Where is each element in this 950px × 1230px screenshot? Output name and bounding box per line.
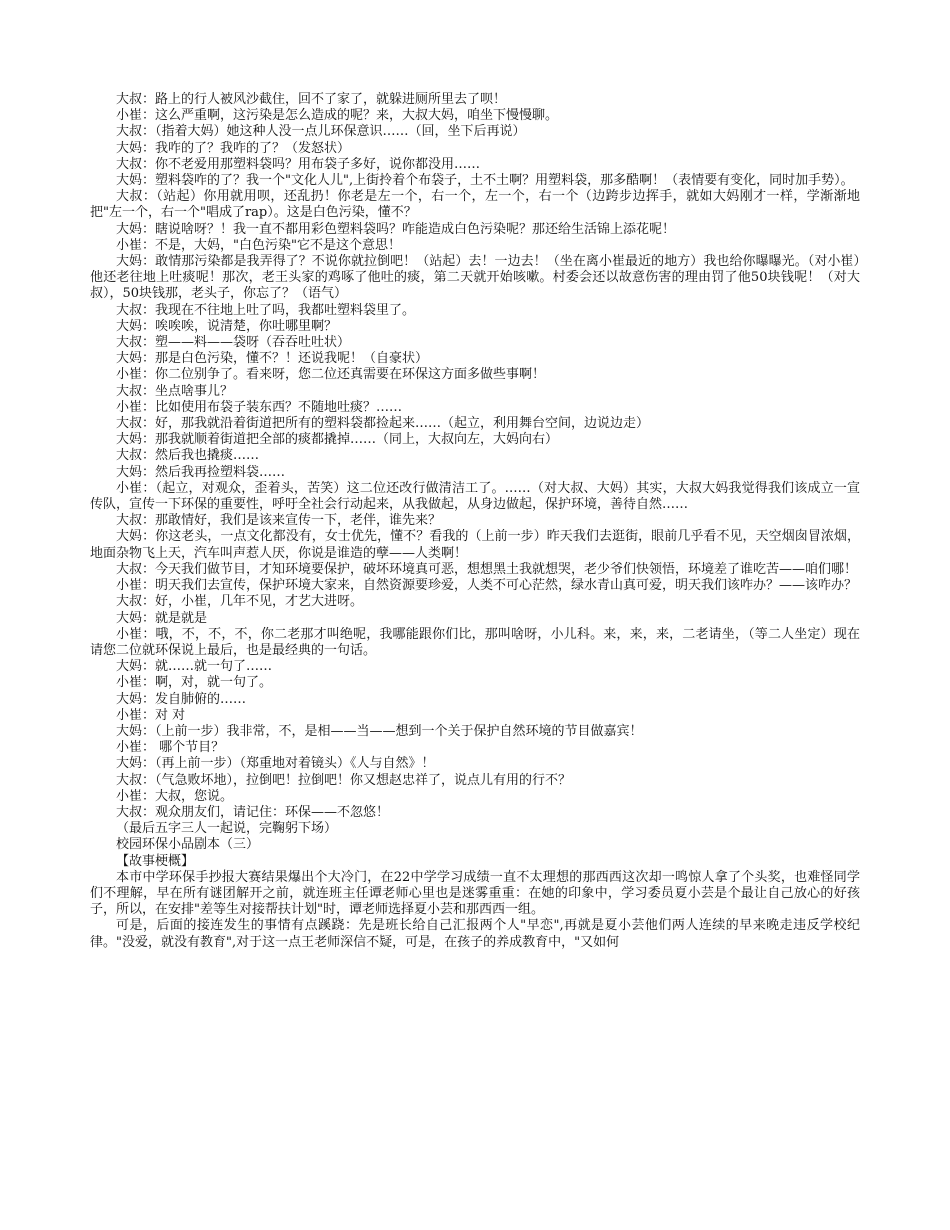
paragraph: 大妈：就是就是 (116, 610, 208, 626)
paragraph: 大妈：然后我再捡塑料袋…… (116, 464, 286, 480)
paragraph: 大叔：好，那我就沿着街道把所有的塑料袋都捡起来……（起立，利用舞台空间，边说边走） (116, 416, 650, 432)
paragraph: 小崔：大叔，您说。 (116, 788, 234, 804)
paragraph: 大叔：坐点啥事儿？ (116, 383, 234, 399)
paragraph: 大妈：你这老头，一点文化都没有，女士优先，懂不？看我的（上前一步）昨天我们去逛街，眼前几乎看不见，天空烟囱冒浓烟，地面杂物飞上天，汽车叫声惹人厌，你说是谁造的孽——人类啊！ (90, 529, 860, 561)
paragraph: 大叔：那敢情好，我们是该来宣传一下，老伴，谁先来？ (116, 513, 442, 529)
paragraph: 小崔：（起立，对观众，歪着头，苦笑）这二位还改行做清洁工了。……（对大叔、大妈）其实，大叔大妈我觉得我们该成立一宣传队，宣传一下环保的重要性，呼吁全社会行动起来，从我做起，从身边做起，保护环境，善待自然…… (90, 480, 860, 513)
paragraph: 小崔：明天我们去宣传，保护环境大家来，自然资源要珍爱，人类不可心茫然，绿水青山真可爱，明天我们该咋办？——该咋办？ (116, 578, 858, 594)
paragraph: 大叔：塑——料——袋呀（吞吞吐吐状） (116, 335, 351, 351)
paragraph: 大叔：今天我们做节目，才知环境要保护，破坏环境真可恶，想想黑土我就想哭，老少爷们快领悟，环境差了谁吃苦——咱们哪！ (116, 561, 858, 577)
paragraph: 大妈：就……就一句了…… (116, 659, 273, 675)
paragraph: 大妈：敢情那污染都是我弄得了？不说你就拉倒吧！（站起）去！一边去！（坐在离小崔最近的地方）我也给你曝曝光。（对小崔）他还老往地上吐痰呢！那次，老王头家的鸡啄了他吐的痰，第二天就开始咳嗽。村委会还以故意伤害的理由罚了他50块钱呢！（对大叔），50块钱那，老头子，你忘了？（语气） (90, 254, 860, 302)
paragraph: 大妈：我咋的了？我咋的了？（发怒状） (116, 140, 351, 156)
paragraph: 小崔：这么严重啊，这污染是怎么造成的呢？来，大叔大妈，咱坐下慢慢聊。 (116, 108, 559, 124)
document-page (90, 92, 860, 951)
paragraph: 大妈：（再上前一步）（郑重地对着镜头）《人与自然》！ (116, 756, 435, 772)
paragraph: 本市中学环保手抄报大赛结果爆出个大冷门，在22中学学习成绩一直不太理想的那西西这次却一鸣惊人拿了个头奖，也难怪同学们不理解，早在所有谜团解开之前，就连班主任谭老师心里也是迷雾重重：在她的印象中，学习委员夏小芸是个最让自己放心的好孩子，所以，在安排"差等生对接帮扶计划"时，谭老师选择夏小芸和那西西一组。 (90, 869, 860, 918)
paragraph: 大叔：我现在不往地上吐了吗，我都吐塑料袋里了。 (116, 302, 416, 318)
paragraph: 校园环保小品剧本（三） (116, 837, 260, 853)
paragraph: 小崔：啊，对，就一句了。 (116, 675, 273, 691)
paragraph: 大叔：（站起）你用就用呗，还乱扔！你老是左一个，右一个，左一个，右一个（边跨步边挥手，就如大妈刚才一样，学渐渐地把"左一个，右一个"唱成了rap）。这是白色污染，懂不？ (90, 189, 860, 221)
paragraph: 大叔：（气急败坏地），拉倒吧！拉倒吧！你又想赵忠祥了，说点儿有用的行不？ (116, 772, 572, 788)
paragraph: 大妈：那我就顺着街道把全部的痰都撬掉……（同上，大叔向左，大妈向右） (116, 432, 559, 448)
paragraph: 大妈：发自肺俯的…… (116, 691, 247, 707)
paragraph: 小崔：比如使用布袋子装东西？不随地吐痰？…… (116, 399, 403, 415)
paragraph: 大妈：那是白色污染，懂不？！还说我呢！（自豪状） (116, 351, 429, 367)
paragraph: 可是，后面的接连发生的事情有点蹊跷：先是班长给自己汇报两个人"早恋",再就是夏小芸他们两人连续的早来晚走违反学校纪律。"没爱，就没有教育",对于这一点王老师深信不疑，可是，在孩子的养成教育中，"又如何 (90, 918, 860, 950)
paragraph: 大叔：你不老爱用那塑料袋吗？用布袋子多好，说你都没用…… (116, 156, 481, 172)
paragraph: 大叔：观众朋友们，请记住：环保——不忽悠！ (116, 804, 390, 820)
paragraph: 小崔： 哪个节目？ (116, 740, 225, 756)
paragraph: 大妈：（上前一步）我非常，不，是相——当——想到一个关于保护自然环境的节目做嘉宾！ (116, 723, 643, 739)
paragraph: 小崔：不是，大妈，"白色污染"它不是这个意思！ (116, 237, 401, 253)
paragraph: 大叔：（指着大妈）她这种人没一点儿环保意识……（回，坐下后再说） (116, 124, 526, 140)
paragraph: 大妈：唉唉唉，说清楚，你吐哪里啊？ (116, 318, 338, 334)
paragraph: 大叔：好，小崔，几年不见，才艺大进呀。 (116, 594, 364, 610)
paragraph: 【故事梗概】 (116, 853, 195, 869)
paragraph: 小崔：你二位别争了。看来呀，您二位还真需要在环保这方面多做些事啊！ (116, 367, 546, 383)
paragraph: 小崔：哦，不，不，不，你二老那才叫绝呢，我哪能跟你们比，那叫啥呀，小儿科。来，来，来，二老请坐，（等二人坐定）现在请您二位就环保说上最后，也是最经典的一句话。 (90, 626, 860, 658)
paragraph: 大叔：然后我也撬痰…… (116, 448, 260, 464)
paragraph: （最后五字三人一起说，完鞠躬下场） (116, 821, 338, 837)
paragraph: 小崔：对 对 (116, 707, 186, 723)
paragraph: 大妈：瞎说啥呀？！我一直不都用彩色塑料袋吗？咋能造成白色污染呢？那还给生活锦上添花呢！ (116, 221, 676, 237)
paragraph: 大妈：塑料袋咋的了？我一个"文化人儿",上街拎着个布袋子，土不土啊？用塑料袋，那多酷啊！（表情要有变化，同时加手势）。 (116, 173, 854, 189)
paragraph: 大叔：路上的行人被风沙截住，回不了家了，就躲进厕所里去了呗！ (116, 92, 507, 107)
